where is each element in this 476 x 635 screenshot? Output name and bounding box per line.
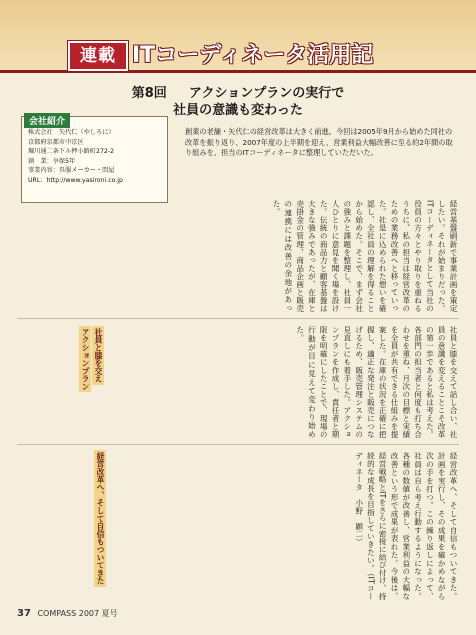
intro-text: 創業の老舗・矢代仁の経営改革は大きく前進。今回は2005年9月から始めた同社の改革を振り返り、2007年度の上半期を迎え、営業利益大幅改善に至る約2年間の取り組みを、担当のITコーディネータに整理していただいた。 xyxy=(185,127,453,157)
episode-number: 第8回 xyxy=(131,86,167,101)
series-title: ITコーディネータ活用記 xyxy=(132,43,374,68)
episode-title-line1 xyxy=(0,85,476,102)
article-body xyxy=(17,200,459,600)
episode-title-1: アクションプランの実行で xyxy=(188,86,345,101)
series-badge: 連載 xyxy=(68,41,128,71)
page-footer xyxy=(17,608,118,619)
company-info-tab: 会社紹介 xyxy=(24,113,70,128)
episode-heading xyxy=(0,85,476,119)
article-column-2: 社員と膝を交えて話し合い、社員の意識を変えることこそ改革の第一歩であると私は考えた。各部門の担当者と何度も打ち合わせを重ね、月次の目標と実績を全員が共有できる仕組みを提案した。在庫の状況を正確に把握し、適正な発注と販売につなげるため、販売管理システムの見直しにも着手した。アクションプランを作成し、責任者と期限を明確にしたことで、現場の行動が目に見えて変わり始めた。 xyxy=(295,326,458,438)
column-divider-2 xyxy=(17,444,459,445)
company-address-1: 京都府京都市中京区 xyxy=(28,138,84,146)
company-info-body xyxy=(28,128,164,185)
company-url: URL：http://www.yasironi.co.jp xyxy=(28,176,123,184)
article-column-3: 経営改革へ、そして自信もついてきた。計画を実行し、その成果を確かめながら次の手を打つ。この繰り返しによって、社員は自ら考え行動するようになった。各種の数値が改善し、営業利益の大幅な改善という形で成果が表れた。今後は、経営戦略とITをさらに密接に結び付け、持続的な成長を目指していきたい。（ITコーディネータ 小野 顕二） xyxy=(354,452,458,600)
episode-title-line2: 社員の意識も変わった xyxy=(173,103,303,118)
column-divider-1 xyxy=(17,318,459,319)
company-name: 株式会社 矢代仁（やしろに） xyxy=(28,129,115,136)
subheading-3: 経営改革へ、そして自信もついてきた xyxy=(96,452,105,585)
company-business: 事業内容：呉服メーカー・問屋 xyxy=(28,167,115,174)
article-column-1: 経営基盤刷新で事業計画を策定したい。それが始まりだった。ITコーディネータとして当社の役員の方々とやり取りを重ねるうちに、私の担当は経営改革のための業務改善へと移っていった。社是に込められた想いを確認し、全社員の理解を得ることから始めた。そこで、まず会社の強みと課題を整理し、社員一人ひとりに意見を聞く場を設けた。伝統の商品力と顧客基盤は大きな強みであったが、在庫と売掛金の管理、商品企画と販売の連携には改善の余地があった。 xyxy=(272,200,458,312)
subheading-1: 社員と膝を交え xyxy=(94,328,103,383)
company-address-2: 堀川通二条下ル押小路町272-2 xyxy=(28,148,115,155)
subheading-2: アクションプラン xyxy=(81,328,90,391)
page-number: 37 xyxy=(17,608,31,619)
magazine-issue: COMPASS 2007 夏号 xyxy=(37,609,118,618)
company-founded: 創 業：享保5年 xyxy=(28,157,76,165)
